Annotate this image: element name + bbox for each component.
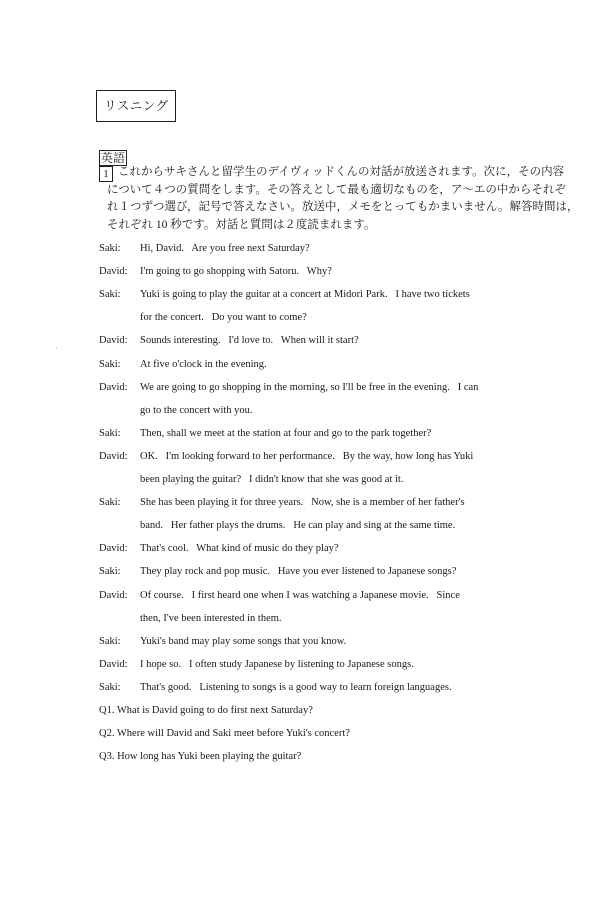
dialogue-text: We are going to go shopping in the morning, so I'll be free in the evening. I can — [140, 381, 479, 393]
speaker-label: David: — [99, 589, 128, 601]
speaker-label: Saki: — [99, 358, 121, 370]
dialogue-line — [99, 405, 519, 421]
dialogue-text: That's cool. What kind of music do they play? — [140, 543, 339, 555]
dialogue-text: Of course. I first heard one when I was watching a Japanese movie. Since — [140, 589, 460, 601]
dialogue-text: Yuki is going to play the guitar at a concert at Midori Park. I have two tickets — [140, 289, 470, 301]
dialogue-text: They play rock and pop music. Have you ever listened to Japanese songs? — [140, 566, 457, 578]
speaker-label: David: — [99, 266, 128, 278]
dialogue-text: then, I've been interested in them. — [140, 612, 282, 624]
dialogue-line — [99, 382, 519, 398]
speaker-label: Saki: — [99, 566, 121, 578]
dialogue-text: go to the concert with you. — [140, 404, 253, 416]
margin-mark: · — [55, 344, 58, 353]
speaker-label: David: — [99, 543, 128, 555]
instruction-line: これからサキさんと留学生のデイヴィッドくんの対話が放送されます。次に，その内容 — [118, 166, 565, 178]
dialogue-text: Yuki's band may play some songs that you know. — [140, 635, 347, 647]
instruction-line: について４つの質問をします。その答えとして最も適切なものを，ア〜エの中からそれぞ — [107, 183, 566, 196]
dialogue-text: I'm going to go shopping with Satoru. Why? — [140, 266, 332, 278]
dialogue-text: That's good. Listening to songs is a good way to learn foreign languages. — [140, 681, 452, 693]
dialogue-line — [99, 520, 519, 536]
question-item: Q3. How long has Yuki been playing the guitar? — [99, 751, 302, 763]
speaker-label: Saki: — [99, 497, 121, 509]
speaker-label: Saki: — [99, 427, 121, 439]
dialogue-line — [99, 335, 519, 351]
instruction-line: それぞれ 10 秒です。対話と質問は２度読まれます。 — [107, 218, 376, 231]
section-title: リスニング — [104, 99, 169, 113]
speaker-label: David: — [99, 381, 128, 393]
dialogue-line — [99, 266, 519, 282]
dialogue-line — [99, 243, 519, 259]
dialogue-text: for the concert. Do you want to come? — [140, 312, 307, 324]
speaker-label: Saki: — [99, 635, 121, 647]
speaker-label: David: — [99, 450, 128, 462]
dialogue-line — [99, 659, 519, 675]
question-item: Q1. What is David going to do first next Saturday? — [99, 705, 313, 716]
dialogue-line — [99, 289, 519, 305]
question-number: 1 — [99, 166, 113, 182]
dialogue-text: At five o'clock in the evening. — [140, 358, 267, 370]
dialogue-line — [99, 636, 519, 652]
dialogue-text: Then, shall we meet at the station at four and go to the park together? — [140, 427, 432, 439]
subject-tag: 英語 — [101, 151, 126, 165]
dialogue-text: Sounds interesting. I'd love to. When will it start? — [140, 335, 359, 347]
dialogue-text: Hi, David. Are you free next Saturday? — [140, 243, 310, 254]
dialogue-text: I hope so. I often study Japanese by listening to Japanese songs. — [140, 658, 414, 670]
dialogue-text: OK. I'm looking forward to her performance. By the way, how long has Yuki — [140, 450, 474, 462]
dialogue-line — [99, 312, 519, 328]
dialogue-line — [99, 474, 519, 490]
speaker-label: Saki: — [99, 289, 121, 301]
dialogue-line — [99, 451, 519, 467]
dialogue-line — [99, 566, 519, 582]
dialogue-line — [99, 682, 519, 698]
dialogue-line — [99, 428, 519, 444]
speaker-label: David: — [99, 658, 128, 670]
section-title-box — [96, 90, 176, 122]
dialogue-text: been playing the guitar? I didn't know that she was good at it. — [140, 474, 404, 485]
dialogue-line — [99, 613, 519, 629]
dialogue-text: band. Her father plays the drums. He can play and sing at the same time. — [140, 520, 456, 532]
speaker-label: Saki: — [99, 243, 121, 254]
instruction-line: れ１つずつ選び，記号で答えなさい。放送中，メモをとってもかまいません。解答時間は， — [107, 201, 579, 213]
question-item: Q2. Where will David and Saki meet before Yuki's concert? — [99, 728, 350, 740]
dialogue-line — [99, 359, 519, 375]
dialogue-line — [99, 590, 519, 606]
dialogue-text: She has been playing it for three years. Now, she is a member of her father's — [140, 497, 465, 509]
dialogue-line — [99, 543, 519, 559]
speaker-label: David: — [99, 335, 128, 347]
instructions — [107, 164, 579, 234]
speaker-label: Saki: — [99, 681, 121, 693]
dialogue-line — [99, 497, 519, 513]
